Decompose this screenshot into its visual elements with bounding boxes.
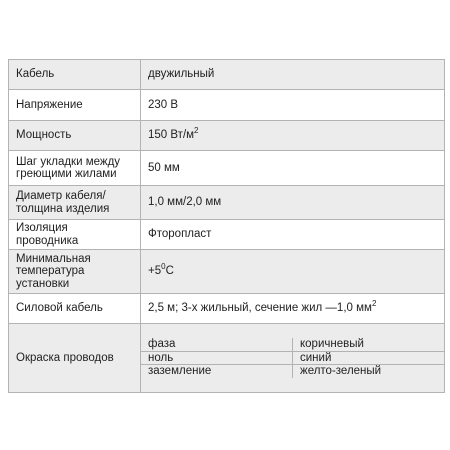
spec-value: 1,0 мм/2,0 мм [141, 186, 445, 220]
spec-row-cable [9, 60, 445, 90]
spec-label: Мощность [9, 121, 141, 151]
spec-label: Шаг укладки между греющими жилами [9, 151, 141, 186]
spec-row-min-temperature [9, 250, 445, 294]
spec-value: двужильный [141, 60, 445, 90]
spec-value [141, 121, 445, 151]
spec-value-superscript: 2 [194, 126, 199, 136]
spec-row-power [9, 121, 445, 151]
spec-label: Окраска проводов [9, 324, 141, 393]
spec-row-diameter [9, 186, 445, 220]
wire-color: синий [293, 351, 445, 365]
spec-label: Силовой кабель [9, 294, 141, 324]
spec-value [141, 250, 445, 294]
spec-value-main: 150 Вт/м [148, 129, 195, 142]
spec-value [141, 294, 445, 324]
spec-value-main: +5 [148, 265, 162, 278]
spec-value-superscript: 2 [371, 299, 377, 309]
spec-label: Кабель [9, 60, 141, 90]
wire-name: заземление [141, 365, 293, 378]
spec-row-insulation [9, 220, 445, 250]
wire-color: желто-зеленый [293, 365, 445, 378]
spec-value: 50 мм [141, 151, 445, 186]
spec-label: Напряжение [9, 90, 141, 121]
spec-value: 230 В [141, 90, 445, 121]
wire-name: ноль [141, 351, 293, 365]
wire-colors-table [141, 338, 444, 378]
specifications-table [8, 59, 445, 393]
spec-row-wire-colors [9, 324, 445, 393]
spec-row-laying-step [9, 151, 445, 186]
wire-name: фаза [141, 338, 293, 351]
wire-color-row [141, 365, 444, 378]
wire-color-row [141, 351, 444, 365]
wire-colors-cell [141, 324, 445, 393]
spec-row-power-cable [9, 294, 445, 324]
spec-label: Изоляция проводника [9, 220, 141, 250]
wire-color-row [141, 338, 444, 351]
spec-value: Фторопласт [141, 220, 445, 250]
wire-color: коричневый [293, 338, 445, 351]
spec-label: Минимальная температура установки [9, 250, 141, 294]
spec-value-main: 2,5 м; 3-х жильный, сечение жил —1,0 мм [148, 302, 372, 315]
spec-value-tail: С [165, 265, 174, 278]
spec-row-voltage [9, 90, 445, 121]
spec-value-superscript: 0 [161, 262, 166, 272]
spec-label: Диаметр кабеля/ толщина изделия [9, 186, 141, 220]
